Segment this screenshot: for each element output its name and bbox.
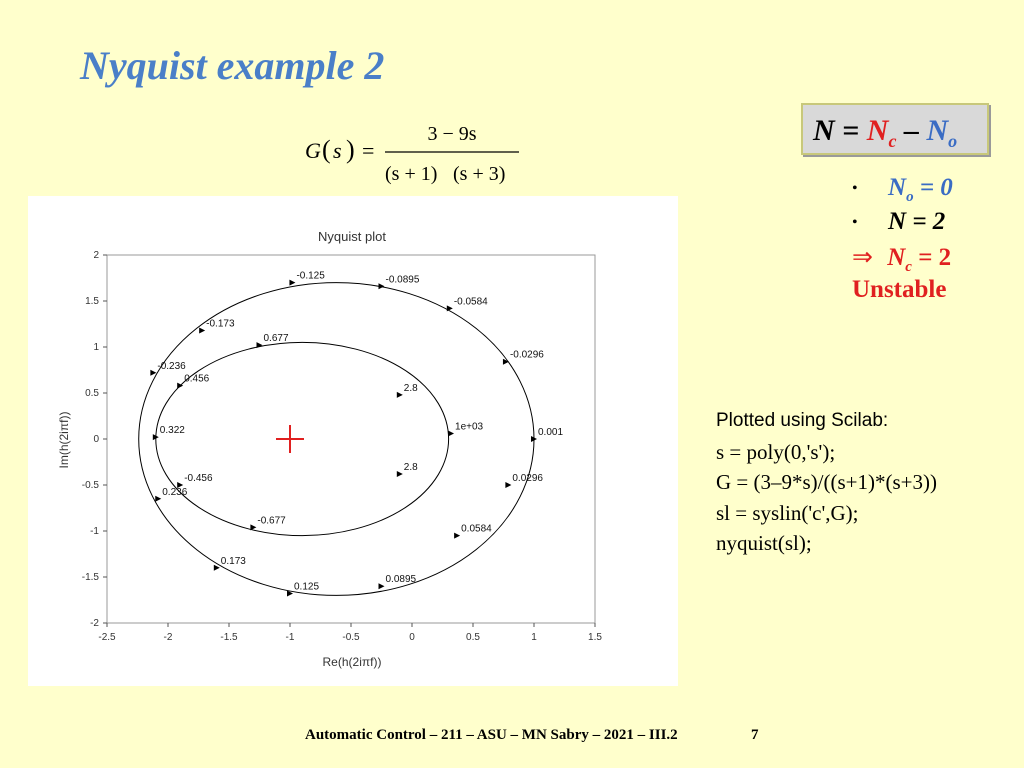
curve-frequency-label: -0.0296 [509,349,544,361]
curve-frequency-label: 0.173 [220,555,246,567]
curve-frequency-label: -0.125 [296,270,325,282]
y-tick-label: -0.5 [81,480,99,491]
curve-frequency-label: -0.236 [157,360,186,372]
x-tick-label: -0.5 [342,632,360,643]
curve-frequency-label: -0.0895 [385,274,420,286]
x-tick-label: -1.5 [220,632,238,643]
x-tick-label: -2 [163,632,173,643]
curve-frequency-label: 0.125 [294,581,320,593]
formula-lhs-fn: G [305,138,321,163]
curve-frequency-label: 2.8 [403,461,418,473]
x-tick-label: -1 [285,632,295,643]
x-tick-label: 1 [531,632,537,643]
curve-frequency-label: 0.322 [159,425,185,437]
formula-equals: = [362,138,375,163]
curve-frequency-label: -0.677 [257,515,286,527]
curve-frequency-label: 1e+03 [455,421,484,433]
y-tick-label: 0.5 [85,388,99,399]
curve-frequency-label: 0.236 [162,486,188,498]
curve-frequency-label: 0.001 [538,427,564,438]
x-tick-label: 0.5 [466,632,480,643]
code-line: G = (3–9*s)/((s+1)*(s+3)) [716,470,937,494]
curve-frequency-label: -0.173 [206,318,235,330]
code-line: s = poly(0,'s'); [716,439,836,464]
x-tick-label: -2.5 [98,632,116,643]
bullet-no-text: $N_o = 0$ [888,174,953,205]
criterion-equation: $N = N_c - N_o$ [813,114,958,151]
result-nc-text: $N_c = 2$ [887,244,952,275]
y-tick-label: 1.5 [85,296,99,307]
code-line: nyquist(sl); [716,531,812,555]
result-nc [852,242,951,276]
criterion-box [801,103,989,155]
implies-arrow-icon: ⇒ [852,244,873,271]
y-tick-label: -2 [90,618,99,629]
formula-lhs-paren-open: ( [322,135,331,164]
bullet-n [852,208,951,242]
page-number: 7 [751,727,759,743]
criterion-bullets [852,174,951,304]
transfer-function-formula [305,120,525,190]
code-line: sl = syslin('c',G); [716,500,859,525]
curve-frequency-label: 0.677 [263,333,289,345]
x-tick-label: 0 [409,632,415,643]
curve-frequency-label: 2.8 [403,382,418,394]
y-tick-label: 2 [93,250,99,261]
bullet-n-text: N = 2 [888,208,946,235]
curve-frequency-label: 0.0296 [512,473,543,484]
y-tick-label: -1 [90,526,99,537]
footer-text: Automatic Control – 211 – ASU – MN Sabry – 2021 – III.2 [305,727,678,743]
bullet-dot-icon: • [852,214,858,231]
curve-frequency-label: 0.0895 [385,574,417,586]
x-axis-label: Re(h(2iπf)) [322,655,382,669]
bullet-dot-icon: • [852,180,858,197]
result-verdict: Unstable [852,276,947,303]
formula-lhs-paren-close: ) [346,135,355,164]
plot-area [107,255,595,623]
y-axis-label: Im(h(2iπf)) [57,411,71,469]
formula-lhs-var: s [333,138,342,163]
formula-numerator: 3 − 9s [427,123,477,145]
y-tick-label: 0 [93,434,99,445]
x-tick-label: 1.5 [588,632,602,643]
nyquist-chart [28,196,678,686]
scilab-code [716,406,937,559]
curve-frequency-label: -0.0584 [453,296,488,308]
formula-denominator-right: (s + 3) [453,163,506,185]
code-header: Plotted using Scilab: [716,410,889,431]
y-tick-label: 1 [93,342,99,353]
curve-frequency-label: 0.456 [184,373,210,385]
slide-title: Nyquist example 2 [80,43,385,88]
y-tick-label: -1.5 [81,572,99,583]
nyquist-chart-panel [28,196,678,686]
bullet-no [852,174,951,208]
curve-frequency-label: -0.456 [184,473,213,484]
curve-frequency-label: 0.0584 [461,523,492,535]
chart-title: Nyquist plot [318,229,386,244]
formula-denominator-left: (s + 1) [385,163,438,185]
